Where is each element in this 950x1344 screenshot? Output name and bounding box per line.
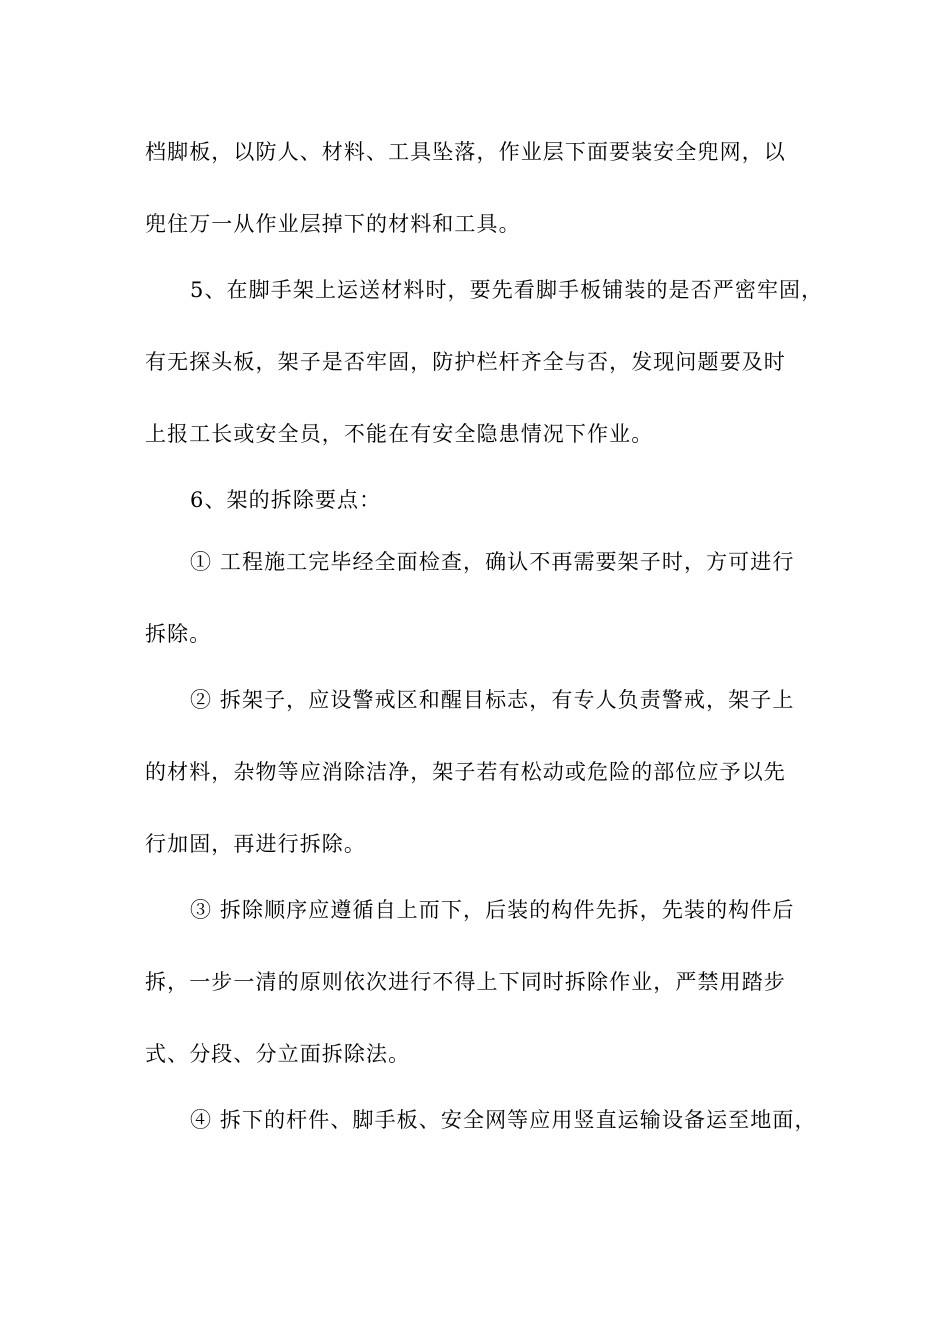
text-line: 兜住万一从作业层掉下的材料和工具。 <box>145 212 521 236</box>
item-3-line: ③ 拆除顺序应遵循自上而下，后装的构件先拆，先装的构件后 <box>190 898 795 922</box>
text-line: 上报工长或安全员，不能在有安全隐患情况下作业。 <box>145 422 654 446</box>
item-4-line: ④ 拆下的杆件、脚手板、安全网等应用竖直运输设备运至地面， <box>190 1108 817 1132</box>
section-6-heading: 6、架的拆除要点： <box>190 488 382 512</box>
text-line: 式、分段、分立面拆除法。 <box>145 1042 411 1066</box>
text-line: 行加固，再进行拆除。 <box>145 832 366 856</box>
text-line: 拆，一步一清的原则依次进行不得上下同时拆除作业，严禁用踏步 <box>145 970 786 994</box>
text-line: 档脚板，以防人、材料、工具坠落，作业层下面要装安全兜网，以 <box>145 140 786 164</box>
text-line: 的材料，杂物等应消除洁净，架子若有松动或危险的部位应予以先 <box>145 760 786 784</box>
paragraph-5-line: 5、在脚手架上运送材料时，要先看脚手板铺装的是否严密牢固， <box>190 278 824 302</box>
item-1-line: ① 工程施工完毕经全面检查，确认不再需要架子时，方可进行 <box>190 550 795 574</box>
item-2-line: ② 拆架子，应设警戒区和醒目标志，有专人负责警戒，架子上 <box>190 688 795 712</box>
text-line: 拆除。 <box>145 622 212 646</box>
text-line: 有无探头板，架子是否牢固，防护栏杆齐全与否，发现问题要及时 <box>145 350 786 374</box>
